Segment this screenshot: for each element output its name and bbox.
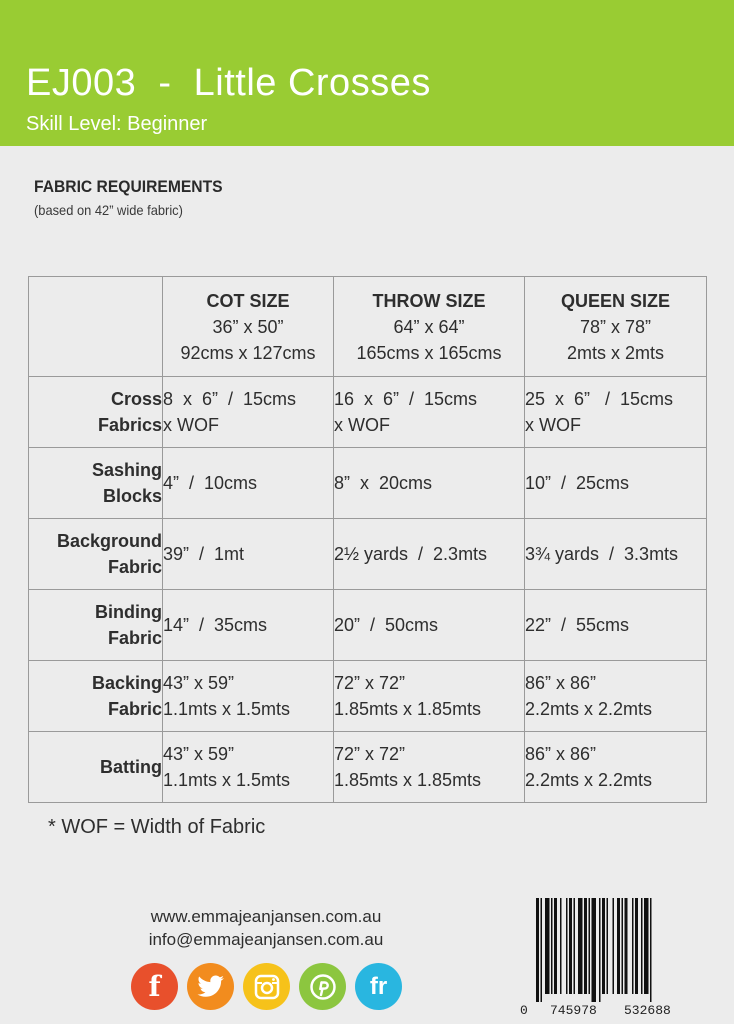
column-header: [334, 277, 525, 377]
facebook-glyph: f: [148, 970, 161, 1003]
cell-line: x WOF: [525, 415, 581, 435]
table-cell: [334, 377, 525, 448]
table-cell: [163, 519, 334, 590]
barcode-bar: [554, 898, 557, 994]
table-cell: [334, 519, 525, 590]
cell-line: 3¾ yards / 3.3mts: [525, 544, 679, 564]
table-row: [29, 590, 707, 661]
barcode-bar: [569, 898, 572, 994]
row-label-line: Fabric: [107, 557, 162, 577]
cell-line: 14” / 35cms: [163, 615, 268, 635]
cell-line: 72” x 72”: [334, 744, 406, 764]
row-label: [29, 519, 163, 590]
barcode-bar: [607, 898, 609, 994]
row-label-line: Fabric: [107, 699, 162, 719]
table-row: [29, 519, 707, 590]
row-label-line: Backing: [91, 673, 162, 693]
row-label-line: Blocks: [102, 486, 162, 506]
barcode-digit-group: 745978: [550, 1003, 597, 1018]
table-cell: [334, 732, 525, 803]
barcode-bar: [589, 898, 591, 994]
barcode-bar: [592, 898, 597, 1002]
column-dimension: 64” x 64”: [393, 316, 465, 337]
row-label-line: Cross: [110, 389, 162, 409]
cell-line: 20” / 50cms: [334, 615, 439, 635]
table-cell: [334, 590, 525, 661]
pinterest-icon[interactable]: [299, 963, 346, 1010]
column-dimension: 78” x 78”: [579, 316, 652, 337]
table-cell: [163, 377, 334, 448]
table-cell: [525, 448, 707, 519]
cell-line: 2.2mts x 2.2mts: [525, 770, 653, 790]
wof-footnote: * WOF = Width of Fabric: [48, 816, 266, 838]
table-cell: [334, 661, 525, 732]
cell-line: 43” x 59”: [163, 673, 235, 693]
camera-icon: [254, 974, 280, 1000]
barcode-bar: [650, 898, 652, 1002]
barcode-bar: [545, 898, 550, 994]
twitter-icon[interactable]: [187, 963, 234, 1010]
table-cell: [163, 448, 334, 519]
fabric-table: [28, 276, 707, 803]
table-cell: [525, 377, 707, 448]
table-row: [29, 732, 707, 803]
requirements-subtitle: (based on 42” wide fabric): [34, 202, 183, 218]
barcode-bar: [560, 898, 562, 994]
pattern-title: EJ003 - Little Crosses: [26, 62, 431, 104]
column-header: [525, 277, 707, 377]
table-cell: [525, 661, 707, 732]
requirements-title: FABRIC REQUIREMENTS: [34, 177, 223, 196]
cell-line: 25 x 6” / 15cms: [525, 389, 674, 409]
twitter-bird-icon: [197, 975, 225, 999]
table-cell: [525, 590, 707, 661]
cell-line: 8 x 6” / 15cms: [163, 389, 297, 409]
cell-line: 86” x 86”: [525, 673, 597, 693]
column-name: COT SIZE: [206, 290, 290, 311]
cell-line: x WOF: [334, 415, 390, 435]
barcode-digit-group: 532688: [624, 1003, 671, 1018]
cell-line: x WOF: [163, 415, 219, 435]
table-cell: [163, 661, 334, 732]
cell-line: 8” x 20cms: [334, 473, 433, 493]
barcode-digit-group: 0: [520, 1003, 528, 1018]
flickr-glyph: fr: [369, 972, 388, 1000]
barcode-bar: [632, 898, 634, 994]
barcode-bar: [613, 898, 615, 994]
cell-line: 4” / 10cms: [163, 473, 258, 493]
column-dimension: 165cms x 165cms: [356, 342, 502, 363]
cell-line: 22” / 55cms: [525, 615, 630, 635]
cell-line: 39” / 1mt: [163, 544, 245, 564]
table-cell: [163, 732, 334, 803]
table-row: [29, 448, 707, 519]
barcode-bar: [644, 898, 649, 994]
barcode-digits: [520, 1003, 690, 1018]
column-dimension: 36” x 50”: [212, 316, 284, 337]
flickr-icon[interactable]: [355, 963, 402, 1010]
barcode-bar: [578, 898, 583, 994]
row-label: [29, 377, 163, 448]
column-header: [163, 277, 334, 377]
table-row: [29, 377, 707, 448]
cell-line: 2.2mts x 2.2mts: [525, 699, 653, 719]
cell-line: 1.1mts x 1.5mts: [163, 699, 291, 719]
column-name: THROW SIZE: [372, 290, 486, 311]
barcode-bar: [566, 898, 568, 994]
row-label-line: Fabrics: [97, 415, 162, 435]
table-cell: [334, 448, 525, 519]
barcode: [536, 898, 686, 1002]
barcode-bar: [541, 898, 543, 1002]
social-icons: [131, 963, 402, 1010]
row-label: [29, 732, 163, 803]
pinterest-p-icon: [309, 973, 337, 1001]
barcode-bar: [551, 898, 553, 994]
table-cell: [525, 732, 707, 803]
cell-line: 2½ yards / 2.3mts: [334, 544, 488, 564]
barcode-bar: [574, 898, 576, 994]
row-label-line: Binding: [95, 602, 162, 622]
header-banner: [0, 0, 734, 146]
table-cell: [525, 519, 707, 590]
barcode-bar: [625, 898, 628, 994]
table-header-row: [29, 277, 707, 377]
barcode-bar: [622, 898, 624, 994]
barcode-bar: [584, 898, 587, 994]
cell-line: 1.85mts x 1.85mts: [334, 699, 482, 719]
row-label-line: Sashing: [91, 460, 162, 480]
facebook-icon[interactable]: [131, 963, 178, 1010]
cell-line: 43” x 59”: [163, 744, 235, 764]
table-row: [29, 661, 707, 732]
barcode-bar: [641, 898, 643, 994]
row-label-line: Batting: [100, 757, 162, 777]
instagram-icon[interactable]: [243, 963, 290, 1010]
contact-block: [132, 905, 400, 951]
cell-line: 16 x 6” / 15cms: [334, 389, 478, 409]
column-name: QUEEN SIZE: [560, 290, 671, 311]
barcode-bar: [635, 898, 638, 994]
row-label-line: Background: [56, 531, 162, 551]
cell-line: 86” x 86”: [525, 744, 597, 764]
website-link[interactable]: www.emmajeanjansen.com.au: [150, 907, 382, 926]
table-cell: [163, 590, 334, 661]
column-dimension: 2mts x 2mts: [566, 342, 664, 363]
row-label-line: Fabric: [107, 628, 162, 648]
barcode-bar: [536, 898, 539, 1002]
cell-line: 1.85mts x 1.85mts: [334, 770, 482, 790]
row-label: [29, 448, 163, 519]
email-link[interactable]: info@emmajeanjansen.com.au: [148, 930, 384, 949]
corner-cell: [29, 277, 163, 377]
cell-line: 72” x 72”: [334, 673, 406, 693]
row-label: [29, 590, 163, 661]
barcode-bar: [617, 898, 620, 994]
cell-line: 1.1mts x 1.5mts: [163, 770, 291, 790]
column-dimension: 92cms x 127cms: [180, 342, 316, 363]
cell-line: 10” / 25cms: [525, 473, 630, 493]
row-label: [29, 661, 163, 732]
barcode-bar: [599, 898, 601, 1002]
barcode-bar: [602, 898, 605, 994]
skill-level: Skill Level: Beginner: [26, 113, 208, 135]
